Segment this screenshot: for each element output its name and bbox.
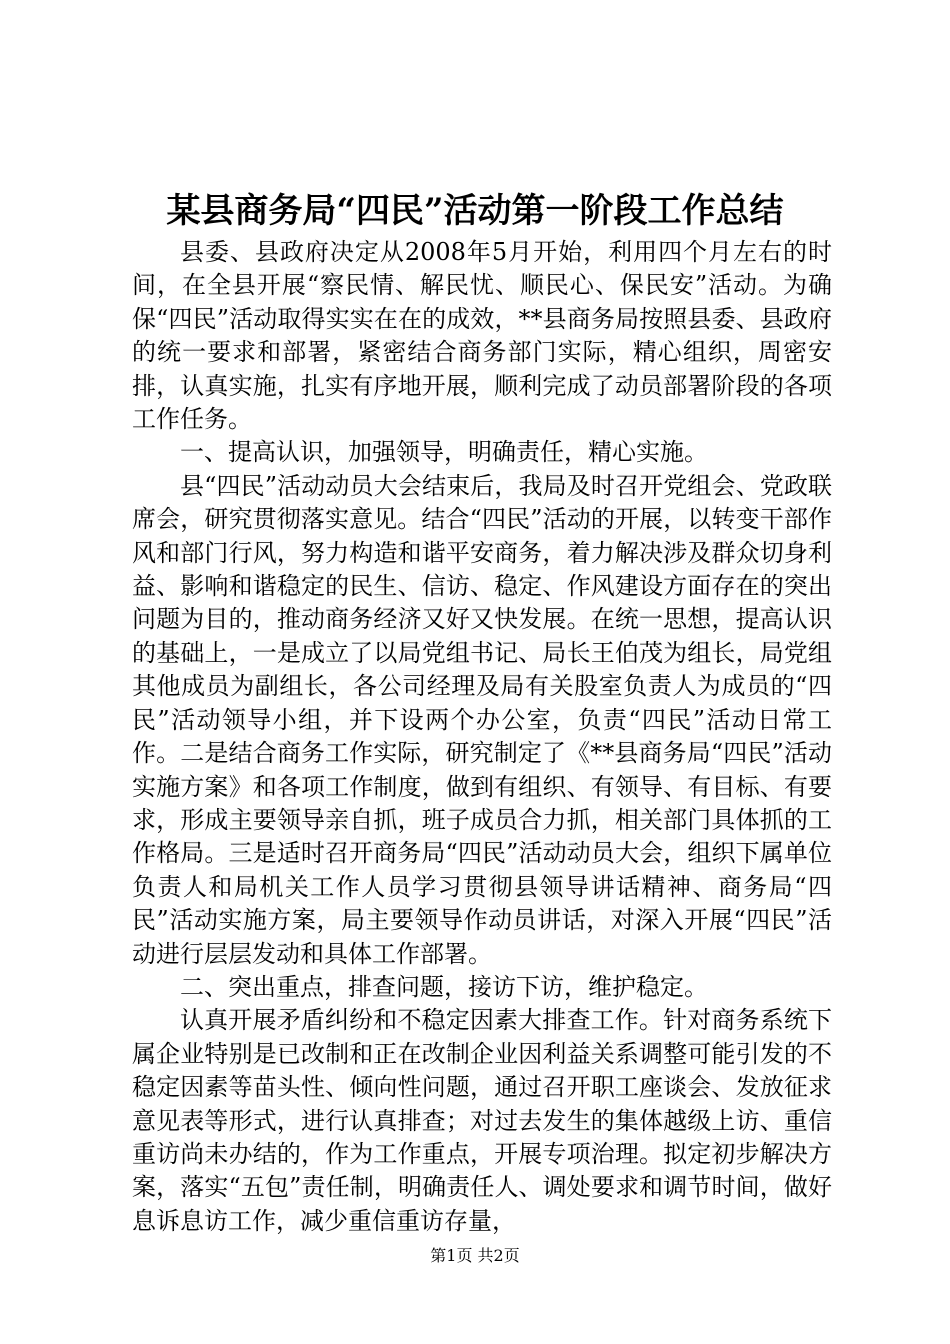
document-body: [132, 236, 832, 1238]
section-heading-1: 一、提高认识，加强领导，明确责任，精心实施。: [180, 438, 708, 467]
paragraph-intro: 县委、县政府决定从2008年5月开始，利用四个月左右的时间，在全县开展“察民情、解民忧、顺民心、保民安”活动。为确保“四民”活动取得实实在在的成效，**县商务局按照县委、县政府的统一要求和部署，紧密结合商务部门实际，精心组织，周密安排，认真实施，扎实有序地开展，顺利完成了动员部署阶段的各项工作任务。: [132, 238, 832, 434]
paragraph-section-2: 认真开展矛盾纠纷和不稳定因素大排查工作。针对商务系统下属企业特别是已改制和正在改制企业因利益关系调整可能引发的不稳定因素等苗头性、倾向性问题，通过召开职工座谈会、发放征求意见表等形式，进行认真排查；对过去发生的集体越级上访、重信重访尚未办结的，作为工作重点，开展专项治理。拟定初步解决方案，落实“五包”责任制，明确责任人、调处要求和调节时间，做好息诉息访工作，减少重信重访存量，: [132, 1006, 832, 1235]
page-footer: 第1页 共2页: [430, 1246, 520, 1265]
paragraph-section-1: 县“四民”活动动员大会结束后，我局及时召开党组会、党政联席会，研究贯彻落实意见。结合“四民”活动的开展，以转变干部作风和部门行风，努力构造和谐平安商务，着力解决涉及群众切身利益、影响和谐稳定的民生、信访、稳定、作风建设方面存在的突出问题为目的，推动商务经济又好又快发展。在统一思想，提高认识的基础上，一是成立了以局党组书记、局长王伯茂为组长，局党组其他成员为副组长，各公司经理及局有关股室负责人为成员的“四民”活动领导小组，并下设两个办公室，负责“四民”活动日常工作。二是结合商务工作实际，研究制定了《**县商务局“四民”活动实施方案》和各项工作制度，做到有组织、有领导、有目标、有要求，形成主要领导亲自抓，班子成员合力抓，相关部门具体抓的工作格局。三是适时召开商务局“四民”活动动员大会，组织下属单位负责人和局机关工作人员学习贯彻县领导讲话精神、商务局“四民”活动实施方案，局主要领导作动员讲话，对深入开展“四民”活动进行层层发动和具体工作部署。: [132, 471, 832, 968]
section-heading-2: 二、突出重点，排查问题，接访下访，维护稳定。: [180, 972, 708, 1001]
document-title: 某县商务局“四民”活动第一阶段工作总结: [166, 191, 784, 231]
